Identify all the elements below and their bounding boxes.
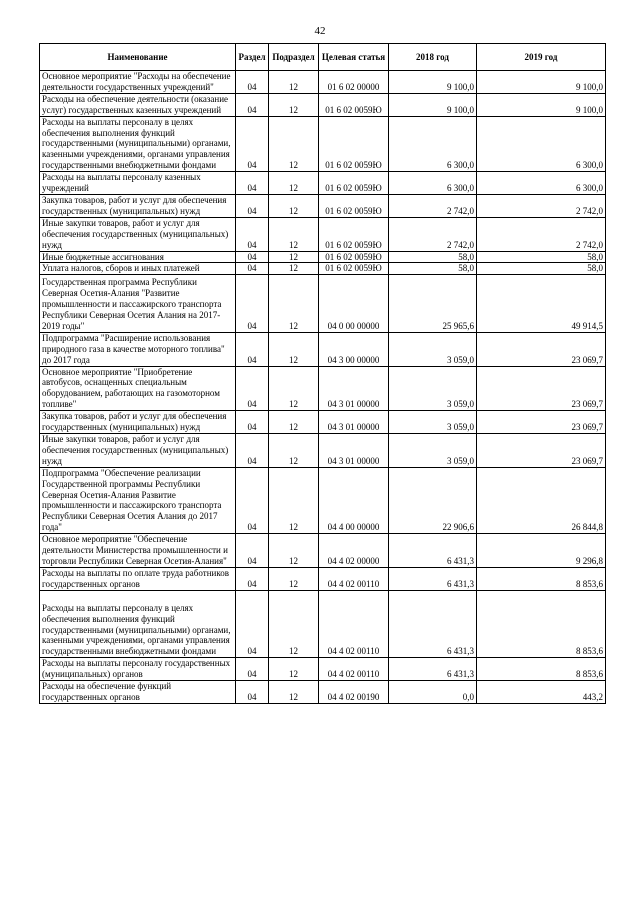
header-2018: 2018 год	[389, 44, 477, 71]
row-target: 04 3 00 00000	[319, 332, 389, 366]
row-subsection: 12	[269, 217, 319, 251]
row-value-2018: 2 742,0	[389, 194, 477, 217]
row-target: 01 6 02 0059Ю	[319, 194, 389, 217]
row-section: 04	[236, 534, 269, 568]
table-row	[40, 366, 606, 411]
row-target: 01 6 02 0059Ю	[319, 116, 389, 172]
row-value-2019: 23 069,7	[477, 332, 606, 366]
row-value-2019: 58,0	[477, 251, 606, 263]
row-section: 04	[236, 681, 269, 704]
row-value-2018: 25 965,6	[389, 275, 477, 333]
row-subsection: 12	[269, 332, 319, 366]
row-target: 04 3 01 00000	[319, 411, 389, 434]
row-subsection: 12	[269, 590, 319, 658]
table-row	[40, 251, 606, 263]
row-section: 04	[236, 194, 269, 217]
row-name: Основное мероприятие "Расходы на обеспечение деятельности государственных учреждений"	[40, 71, 236, 94]
row-subsection: 12	[269, 366, 319, 411]
row-target: 04 4 00 00000	[319, 467, 389, 533]
row-name: Уплата налогов, сборов и иных платежей	[40, 263, 236, 275]
table-row	[40, 590, 606, 658]
row-subsection: 12	[269, 194, 319, 217]
row-value-2019: 6 300,0	[477, 116, 606, 172]
row-target: 04 3 01 00000	[319, 366, 389, 411]
row-value-2018: 9 100,0	[389, 93, 477, 116]
row-value-2018: 9 100,0	[389, 71, 477, 94]
row-value-2018: 3 059,0	[389, 332, 477, 366]
row-section: 04	[236, 263, 269, 275]
row-name: Основное мероприятие "Приобретение автобусов, оснащенных специальным оборудованием, работающих на газомоторном топливе"	[40, 366, 236, 411]
table-row	[40, 275, 606, 333]
row-value-2019: 9 100,0	[477, 93, 606, 116]
header-target: Целевая статья	[319, 44, 389, 71]
table-row	[40, 71, 606, 94]
table-row	[40, 172, 606, 195]
row-value-2019: 2 742,0	[477, 217, 606, 251]
row-name: Иные закупки товаров, работ и услуг для обеспечения государственных (муниципальных) нужд	[40, 217, 236, 251]
row-section: 04	[236, 71, 269, 94]
row-subsection: 12	[269, 251, 319, 263]
table-row	[40, 332, 606, 366]
row-value-2018: 3 059,0	[389, 411, 477, 434]
row-value-2018: 6 431,3	[389, 658, 477, 681]
row-value-2018: 0,0	[389, 681, 477, 704]
row-value-2019: 2 742,0	[477, 194, 606, 217]
table-row	[40, 567, 606, 590]
row-target: 01 6 02 0059Ю	[319, 172, 389, 195]
row-value-2019: 8 853,6	[477, 590, 606, 658]
row-target: 01 6 02 0059Ю	[319, 217, 389, 251]
row-target: 01 6 02 0059Ю	[319, 93, 389, 116]
row-name: Закупка товаров, работ и услуг для обеспечения государственных (муниципальных) нужд	[40, 194, 236, 217]
header-2019: 2019 год	[477, 44, 606, 71]
row-subsection: 12	[269, 658, 319, 681]
table-row	[40, 658, 606, 681]
header-name: Наименование	[40, 44, 236, 71]
row-target: 04 0 00 00000	[319, 275, 389, 333]
row-value-2019: 9 100,0	[477, 71, 606, 94]
row-name: Расходы на обеспечение деятельности (оказание услуг) государственных казенных учреждений	[40, 93, 236, 116]
row-name: Расходы на выплаты персоналу в целях обеспечения выполнения функций государственными (муниципальными) органами, казенными учреждениями, органами управления государственными внебюджетными фондами	[40, 116, 236, 172]
row-subsection: 12	[269, 172, 319, 195]
row-value-2019: 26 844,8	[477, 467, 606, 533]
row-value-2018: 6 300,0	[389, 116, 477, 172]
row-value-2018: 6 431,3	[389, 567, 477, 590]
row-value-2019: 8 853,6	[477, 658, 606, 681]
row-name: Расходы на выплаты по оплате труда работников государственных органов	[40, 567, 236, 590]
row-section: 04	[236, 116, 269, 172]
row-value-2018: 2 742,0	[389, 217, 477, 251]
row-value-2018: 3 059,0	[389, 434, 477, 468]
row-value-2019: 58,0	[477, 263, 606, 275]
row-name: Расходы на выплаты персоналу казенных учреждений	[40, 172, 236, 195]
row-value-2018: 58,0	[389, 251, 477, 263]
row-name: Расходы на выплаты персоналу государственных (муниципальных) органов	[40, 658, 236, 681]
table-row	[40, 93, 606, 116]
table-row	[40, 467, 606, 533]
row-section: 04	[236, 590, 269, 658]
row-section: 04	[236, 658, 269, 681]
table-row	[40, 263, 606, 275]
row-section: 04	[236, 217, 269, 251]
table-row	[40, 434, 606, 468]
row-section: 04	[236, 467, 269, 533]
row-value-2018: 22 906,6	[389, 467, 477, 533]
row-section: 04	[236, 366, 269, 411]
header-section: Раздел	[236, 44, 269, 71]
table-row	[40, 411, 606, 434]
row-section: 04	[236, 251, 269, 263]
row-subsection: 12	[269, 681, 319, 704]
header-subsection: Подраздел	[269, 44, 319, 71]
row-value-2019: 8 853,6	[477, 567, 606, 590]
row-name: Основное мероприятие "Обеспечение деятельности Министерства промышленности и торговли Республики Северная Осетия-Алания"	[40, 534, 236, 568]
row-section: 04	[236, 93, 269, 116]
row-name: Расходы на выплаты персоналу в целях обеспечения выполнения функций государственными (муниципальными) органами, казенными учреждениями, органами управления государственными внебюджетными фондами	[40, 590, 236, 658]
row-value-2018: 6 431,3	[389, 590, 477, 658]
row-subsection: 12	[269, 467, 319, 533]
row-target: 04 4 02 00000	[319, 534, 389, 568]
row-target: 04 4 02 00110	[319, 658, 389, 681]
row-subsection: 12	[269, 434, 319, 468]
row-name: Закупка товаров, работ и услуг для обеспечения государственных (муниципальных) нужд	[40, 411, 236, 434]
row-subsection: 12	[269, 567, 319, 590]
row-value-2019: 443,2	[477, 681, 606, 704]
row-section: 04	[236, 567, 269, 590]
row-name: Подпрограмма "Обеспечение реализации Государственной программы Республики Северная Осетия-Алания Развитие промышленности и пассажирского транспорта Республики Северная Осетия Алания до 2017 года"	[40, 467, 236, 533]
row-section: 04	[236, 332, 269, 366]
row-value-2018: 6 431,3	[389, 534, 477, 568]
row-value-2019: 49 914,5	[477, 275, 606, 333]
table-row	[40, 217, 606, 251]
table-row	[40, 194, 606, 217]
page-number: 42	[314, 25, 326, 37]
row-subsection: 12	[269, 411, 319, 434]
row-target: 04 4 02 00190	[319, 681, 389, 704]
table-row	[40, 534, 606, 568]
row-value-2019: 6 300,0	[477, 172, 606, 195]
row-name: Иные закупки товаров, работ и услуг для обеспечения государственных (муниципальных) нужд	[40, 434, 236, 468]
row-subsection: 12	[269, 116, 319, 172]
row-value-2019: 9 296,8	[477, 534, 606, 568]
row-target: 01 6 02 0059Ю	[319, 251, 389, 263]
row-value-2018: 6 300,0	[389, 172, 477, 195]
row-name: Расходы на обеспечение функций государственных органов	[40, 681, 236, 704]
row-target: 01 6 02 0059Ю	[319, 263, 389, 275]
row-section: 04	[236, 275, 269, 333]
row-subsection: 12	[269, 275, 319, 333]
row-subsection: 12	[269, 263, 319, 275]
row-value-2019: 23 069,7	[477, 434, 606, 468]
row-value-2018: 58,0	[389, 263, 477, 275]
row-target: 04 4 02 00110	[319, 567, 389, 590]
table-row	[40, 116, 606, 172]
budget-table	[39, 43, 606, 704]
row-target: 04 4 02 00110	[319, 590, 389, 658]
row-section: 04	[236, 434, 269, 468]
row-target: 04 3 01 00000	[319, 434, 389, 468]
row-section: 04	[236, 172, 269, 195]
row-value-2019: 23 069,7	[477, 366, 606, 411]
row-name: Подпрограмма "Расширение использования природного газа в качестве моторного топлива" до 2017 года	[40, 332, 236, 366]
row-subsection: 12	[269, 71, 319, 94]
table-row	[40, 681, 606, 704]
row-name: Иные бюджетные ассигнования	[40, 251, 236, 263]
row-value-2018: 3 059,0	[389, 366, 477, 411]
table-header-row	[40, 44, 606, 71]
row-value-2019: 23 069,7	[477, 411, 606, 434]
row-target: 01 6 02 00000	[319, 71, 389, 94]
row-section: 04	[236, 411, 269, 434]
row-subsection: 12	[269, 534, 319, 568]
row-subsection: 12	[269, 93, 319, 116]
row-name: Государственная программа Республики Северная Осетия-Алания "Развитие промышленности и пассажирского транспорта Республики Северная Осетия Алания на 2017-2019 годы"	[40, 275, 236, 333]
